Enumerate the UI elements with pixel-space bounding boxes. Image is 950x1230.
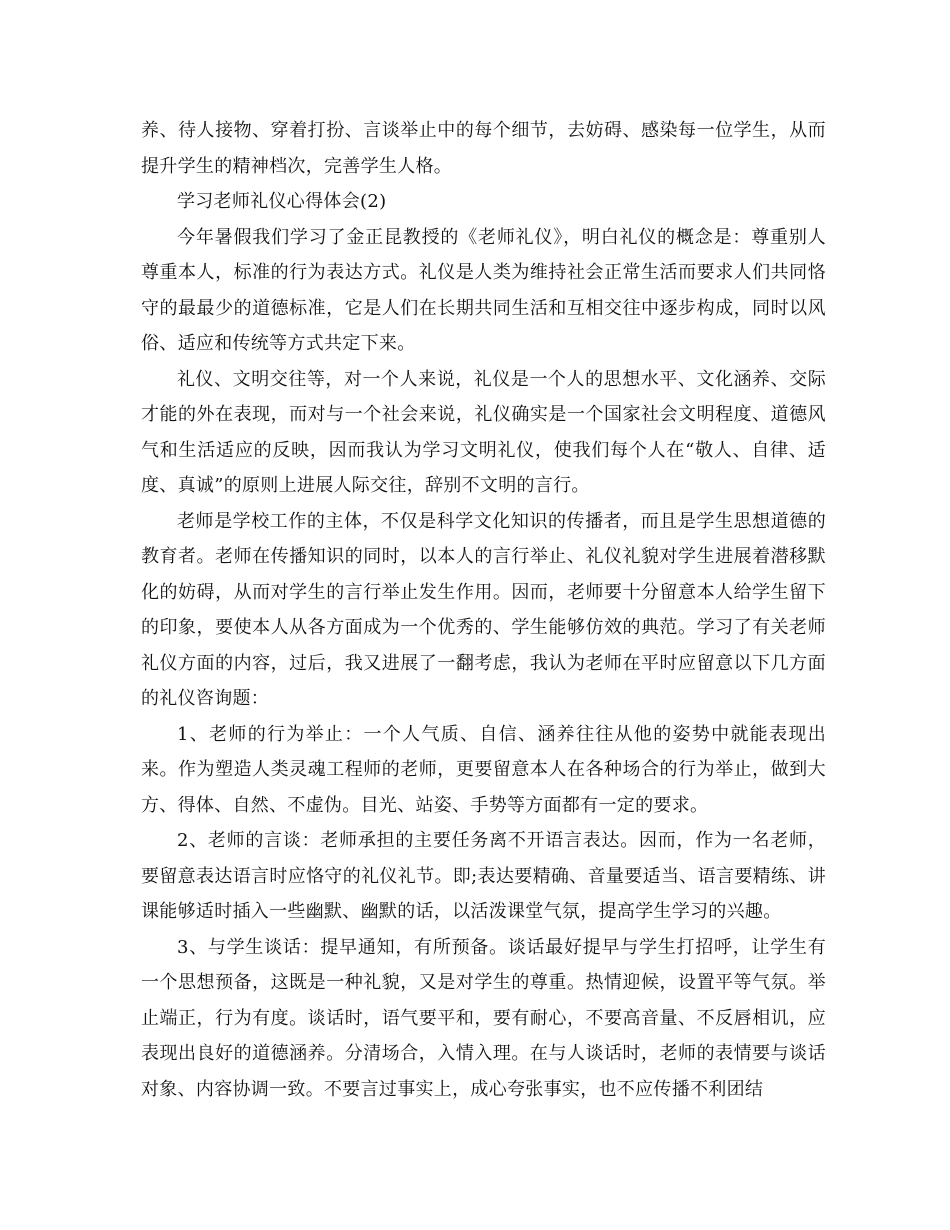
paragraph-teacher-role: 老师是学校工作的主体，不仅是科学文化知识的传播者，而且是学生思想道德的教育者。老师在传播知识的同时，以本人的言行举止、礼仪礼貌对学生进展着潜移默化的妨碍，从而对学生的言行举止发生作用。因而，老师要十分留意本人给学生留下的印象，要使本人从各方面成为一个优秀的、学生能够仿效的典范。学习了有关老师礼仪方面的内容，过后，我又进展了一翻考虑，我认为老师在平时应留意以下几方面的礼仪咨询题：	[141, 510, 826, 709]
paragraph-summer-study: 今年暑假我们学习了金正昆教授的《老师礼仪》，明白礼仪的概念是：尊重别人尊重本人，标准的行为表达方式。礼仪是人类为维持社会正常生活而要求人们共同恪守的最最少的道德标准，它是人们在长期共同生活和互相交往中逐步构成，同时以风俗、适应和传统等方式共定下来。	[141, 226, 826, 354]
document-body	[141, 113, 826, 1107]
section-heading: 学习老师礼仪心得体会(2)	[177, 191, 387, 212]
paragraph-etiquette-meaning: 礼仪、文明交往等，对一个人来说，礼仪是一个人的思想水平、文化涵养、交际才能的外在表现，而对与一个社会来说，礼仪确实是一个国家社会文明程度、道德风气和生活适应的反映，因而我认为学习文明礼仪，使我们每个人在“敬人、自律、适度、真诚”的原则上进展人际交往，辞别不文明的言行。	[141, 368, 826, 496]
paragraph-point-2-speech: 2、老师的言谈：老师承担的主要任务离不开语言表达。因而，作为一名老师，要留意表达语言时应恪守的礼仪礼节。即;表达要精确、音量要适当、语言要精练、讲课能够适时插入一些幽默、幽默的话，以活泼课堂气氛，提高学生学习的兴趣。	[141, 830, 826, 922]
paragraph-point-3-talking: 3、与学生谈话：提早通知，有所预备。谈话最好提早与学生打招呼，让学生有一个思想预备，这既是一种礼貌，又是对学生的尊重。热情迎候，设置平等气氛。举止端正，行为有度。谈话时，语气要平和，要有耐心，不要高音量、不反唇相讥，应表现出良好的道德涵养。分清场合，入情入理。在与人谈话时，老师的表情要与谈话对象、内容协调一致。不要言过事实上，成心夸张事实，也不应传播不利团结	[141, 936, 826, 1100]
paragraph-continuation: 养、待人接物、穿着打扮、言谈举止中的每个细节，去妨碍、感染每一位学生，从而提升学生的精神档次，完善学生人格。	[141, 120, 826, 177]
paragraph-point-1-behavior: 1、老师的行为举止：一个人气质、自信、涵养往往从他的姿势中就能表现出来。作为塑造人类灵魂工程师的老师，更要留意本人在各种场合的行为举止，做到大方、得体、自然、不虚伪。目光、站姿、手势等方面都有一定的要求。	[141, 723, 826, 816]
